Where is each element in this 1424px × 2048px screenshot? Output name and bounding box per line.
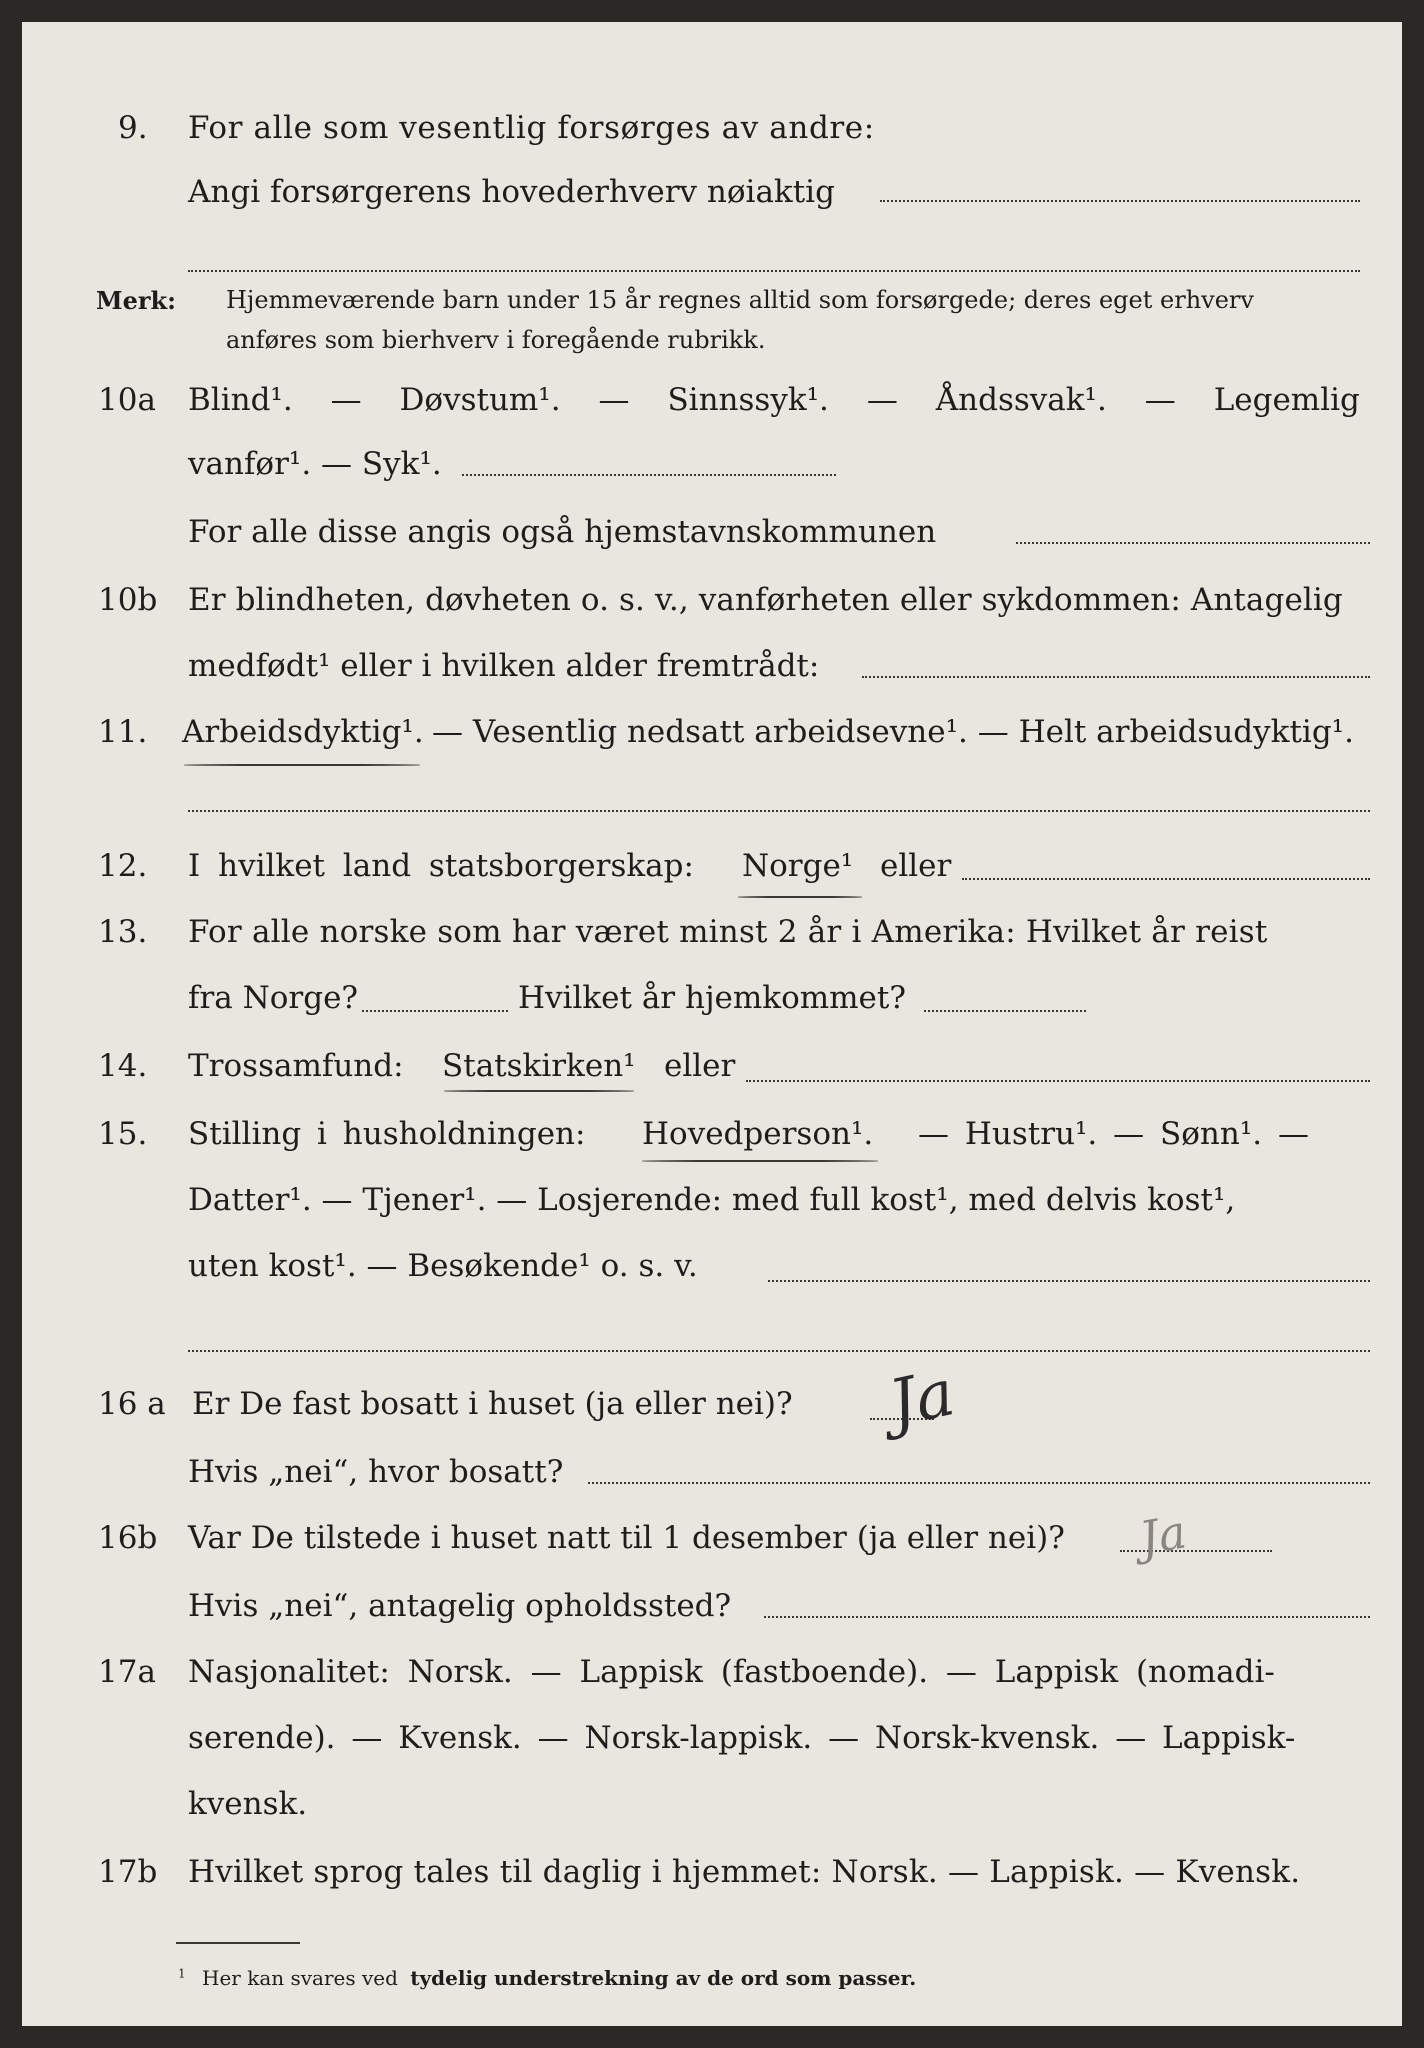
question-number: 10a (98, 382, 156, 418)
question-17a (22, 1654, 1402, 1704)
answer-field[interactable] (188, 810, 1370, 812)
question-13-line-2 (22, 980, 1402, 1030)
question-13 (22, 914, 1402, 964)
answer-field[interactable] (588, 1482, 1370, 1484)
question-number: 17b (98, 1854, 158, 1890)
question-text: Angi forsørgerens hovederhverv nøiaktig (188, 174, 835, 210)
answer-field-reist[interactable] (362, 1010, 508, 1012)
question-16a-line-2 (22, 1454, 1402, 1504)
footnote (178, 1966, 916, 1990)
option-statskirken[interactable]: Statskirken¹ (442, 1048, 636, 1084)
question-text: Hvis „nei“, hvor bosatt? (188, 1454, 564, 1490)
question-text: serende). — Kvensk. — Norsk-lappisk. — Norsk-kvensk. — Lappisk- (188, 1720, 1296, 1756)
separator: — (866, 382, 898, 418)
option-legemlig[interactable]: Legemlig (1213, 382, 1360, 418)
answer-field[interactable] (1016, 542, 1370, 544)
question-text: uten kost¹. — Besøkende¹ o. s. v. (188, 1248, 698, 1284)
question-17b (22, 1854, 1402, 1904)
question-number: 9. (118, 110, 148, 146)
question-text: Trossamfund: (188, 1048, 404, 1084)
separator: — (598, 382, 630, 418)
question-17a-line-3 (22, 1786, 1402, 1836)
handwritten-underline (642, 1160, 878, 1162)
answer-field[interactable] (880, 200, 1360, 202)
option-arbeidsdyktig[interactable]: Arbeidsdyktig¹. (182, 714, 424, 750)
question-text: — Vesentlig nedsatt arbeidsevne¹. — Helt arbeidsudyktig¹. (432, 714, 1354, 750)
footnote-mark: 1 (178, 1966, 186, 1981)
question-text: For alle disse angis også hjemstavnskommunen (188, 514, 937, 550)
answer-field[interactable] (962, 878, 1370, 880)
question-text: — Hustru¹. — Sønn¹. — (918, 1116, 1309, 1152)
answer-field-hjemkommet[interactable] (924, 1010, 1086, 1012)
question-text: Datter¹. — Tjener¹. — Losjerende: med full kost¹, med delvis kost¹, (188, 1182, 1236, 1218)
footnote-text-bold: tydelig understrekning av de ord som passer. (410, 1966, 917, 1990)
question-11 (22, 714, 1402, 764)
question-text: Hvilket år hjemkommet? (518, 980, 906, 1016)
answer-field[interactable] (768, 1280, 1370, 1282)
answer-field[interactable] (462, 474, 836, 476)
question-text: Var De tilstede i huset natt til 1 desember (ja eller nei)? (188, 1520, 1065, 1556)
question-text: Stilling i husholdningen: (188, 1116, 586, 1152)
question-text: I hvilket land statsborgerskap: (188, 848, 694, 884)
note-text: Hjemmeværende barn under 15 år regnes alltid som forsørgede; deres eget erhverv (226, 286, 1254, 314)
question-text: kvensk. (188, 1786, 308, 1822)
question-text: eller (880, 848, 952, 884)
handwritten-underline (738, 896, 862, 898)
note-label: Merk: (96, 286, 176, 315)
question-15 (22, 1116, 1402, 1166)
question-text: Er De fast bosatt i huset (ja eller nei)? (192, 1386, 793, 1422)
note-text: anføres som bierhverv i foregående rubrikk. (226, 326, 766, 354)
answer-field[interactable] (188, 1350, 1370, 1352)
question-number: 12. (98, 848, 148, 884)
separator: — (330, 382, 362, 418)
question-10a-line-2 (22, 446, 1402, 496)
question-text: medfødt¹ eller i hvilken alder fremtrådt: (188, 648, 820, 684)
question-text: eller (664, 1048, 736, 1084)
answer-field[interactable] (862, 676, 1370, 678)
question-15-line-2 (22, 1182, 1402, 1232)
separator: — (1144, 382, 1176, 418)
option-norge[interactable]: Norge¹ (742, 848, 854, 884)
option-dovstum[interactable]: Døvstum¹. (399, 382, 561, 418)
option-hovedperson[interactable]: Hovedperson¹. (642, 1116, 874, 1152)
question-number: 13. (98, 914, 148, 950)
question-options (188, 382, 1360, 418)
footnote-rule (176, 1942, 300, 1944)
answer-field[interactable] (764, 1616, 1370, 1618)
question-9-line-2 (22, 174, 1402, 224)
question-15-line-3 (22, 1248, 1402, 1298)
question-16b-line-2 (22, 1588, 1402, 1638)
note-line-2 (22, 326, 1402, 376)
question-17a-line-2 (22, 1720, 1402, 1770)
answer-field[interactable] (746, 1080, 1370, 1082)
question-number: 11. (98, 714, 148, 750)
option-sinnssyk[interactable]: Sinnssyk¹. (667, 382, 829, 418)
question-10a (22, 382, 1402, 432)
question-number: 16 a (98, 1386, 166, 1422)
question-number: 14. (98, 1048, 148, 1084)
question-10a-line-3 (22, 514, 1402, 564)
question-text: Hvis „nei“, antagelig opholdssted? (188, 1588, 732, 1624)
question-12 (22, 848, 1402, 898)
census-form-page (22, 22, 1402, 2026)
footnote-text: Her kan svares ved (202, 1966, 398, 1990)
question-number: 15. (98, 1116, 148, 1152)
question-text: Er blindheten, døvheten o. s. v., vanførheten eller sykdommen: Antagelig (188, 582, 1343, 618)
handwritten-underline (444, 1090, 634, 1092)
question-16b (22, 1520, 1402, 1570)
question-text: vanfør¹. — Syk¹. (188, 446, 442, 482)
question-10b-line-2 (22, 648, 1402, 698)
question-14 (22, 1048, 1402, 1098)
question-text: Nasjonalitet: Norsk. — Lappisk (fastboende). — Lappisk (nomadi- (188, 1654, 1275, 1690)
question-text: For alle norske som har været minst 2 år i Amerika: Hvilket år reist (188, 914, 1268, 950)
question-number: 10b (98, 582, 158, 618)
handwritten-underline (184, 764, 420, 766)
question-number: 17a (98, 1654, 156, 1690)
answer-field[interactable] (188, 270, 1360, 272)
handwritten-answer: Ja (1135, 1504, 1191, 1566)
question-16a (22, 1386, 1402, 1436)
option-blind[interactable]: Blind¹. (188, 382, 293, 418)
question-text: Hvilket sprog tales til daglig i hjemmet: Norsk. — Lappisk. — Kvensk. (188, 1854, 1301, 1890)
question-text: fra Norge? (188, 980, 359, 1016)
question-10b (22, 582, 1402, 632)
question-9 (22, 110, 1402, 160)
question-number: 16b (98, 1520, 158, 1556)
option-andssvak[interactable]: Åndssvak¹. (935, 382, 1107, 418)
handwritten-answer: Ja (883, 1356, 961, 1442)
question-text: For alle som vesentlig forsørges av andre: (188, 110, 875, 146)
